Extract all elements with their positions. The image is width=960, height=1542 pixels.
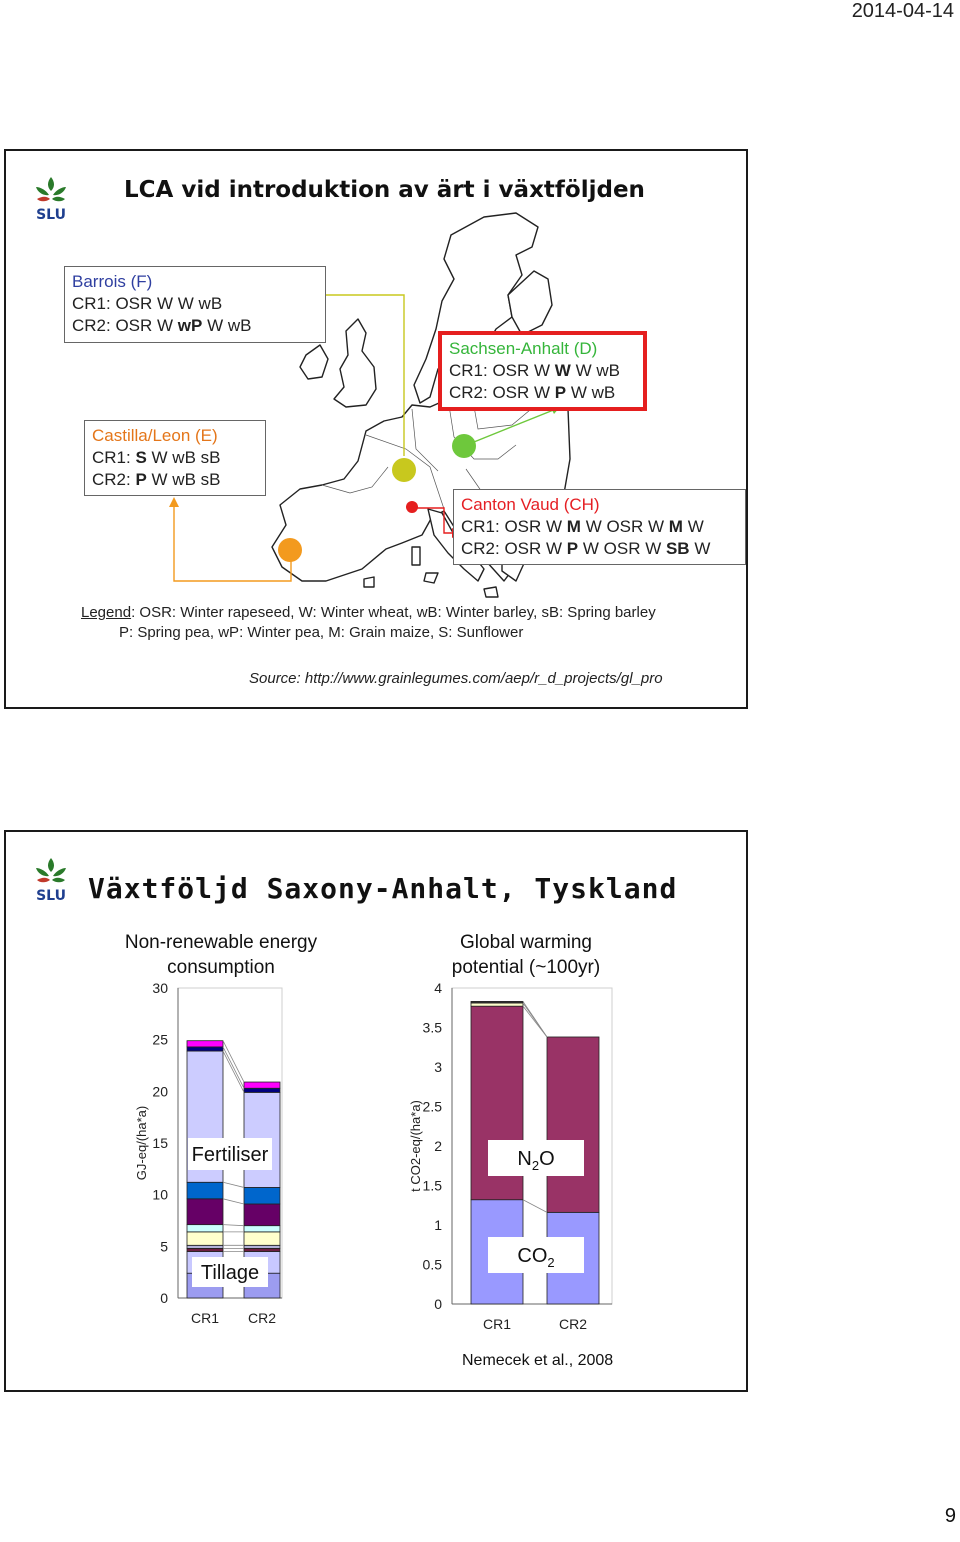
chart1-ytick-label: 10: [152, 1186, 168, 1203]
castilla-cr2-post: W wB sB: [146, 470, 221, 489]
chart1-bar-CR2-segment: [244, 1232, 280, 1245]
barrois-connector: [326, 295, 404, 456]
chart1-bar-CR1-segment: [187, 1232, 223, 1245]
logo-text: SLU: [36, 207, 66, 221]
canton-box: [453, 489, 746, 565]
chart2-ytick-label: 2.5: [422, 1098, 442, 1115]
slide-saxony-charts: [4, 830, 748, 1392]
chart1-category-label: CR2: [247, 1310, 277, 1326]
castilla-marker: [278, 538, 302, 562]
chart1-bar-CR1-segment: [187, 1199, 223, 1225]
chart2-ytick-label: 3.5: [422, 1019, 442, 1036]
barrois-cr2-bold: wP: [177, 316, 203, 335]
canton-cr2-mid: W OSR W: [578, 539, 666, 558]
chart2-bar-CR1-segment: [471, 1001, 523, 1003]
page-date: 2014-04-14: [851, 0, 954, 22]
sachsen-cr2: [449, 382, 636, 404]
legend-line2: P: Spring pea, wP: Winter pea, M: Grain maize, S: Sunflower: [119, 624, 524, 641]
chart2-ytick-label: 0: [434, 1296, 442, 1312]
chart1-bar-CR1-segment: [187, 1182, 223, 1199]
chart1-series-line: [223, 1225, 244, 1226]
chart1-bar-CR2-segment: [244, 1082, 280, 1088]
chart2-category-label: CR1: [482, 1316, 512, 1332]
chart2-title: Global warming potential (~100yr): [451, 932, 601, 978]
chart2-annotation: $CO_2$: [517, 1245, 555, 1270]
chart1-bar-CR1-segment: [187, 1245, 223, 1248]
castilla-box: [84, 420, 266, 496]
castilla-name: Castilla/Leon (E): [92, 426, 218, 445]
chart1-bar-CR2-segment: [244, 1187, 280, 1204]
castilla-cr1-post: W wB sB: [146, 448, 221, 467]
charts-svg: [6, 832, 750, 1394]
canton-cr2-bold: P: [566, 539, 579, 558]
barrois-cr2-post: W wB: [202, 316, 252, 335]
chart2-bar-CR2-segment: [547, 1037, 599, 1212]
canton-cr2-bold2: SB: [665, 539, 690, 558]
sachsen-marker: [452, 434, 476, 458]
chart1-annotation: Tillage: [200, 1262, 260, 1284]
sachsen-name: Sachsen-Anhalt (D): [449, 339, 598, 358]
castilla-cr2-pre: CR2:: [92, 470, 136, 489]
legend-line1: [81, 603, 656, 623]
canton-marker: [406, 501, 418, 513]
canton-cr1-bold: M: [566, 517, 581, 536]
chart1-series-line: [223, 1182, 244, 1187]
legend-line1-text: : OSR: Winter rapeseed, W: Winter wheat, wB: Winter barley, sB: Spring barley: [131, 604, 656, 621]
source-text: Source: http://www.grainlegumes.com/aep/r_d_projects/gl_pro: [249, 670, 663, 687]
sachsen-cr1-post: W wB: [570, 361, 620, 380]
canton-cr2-post: W: [689, 539, 711, 558]
canton-name: Canton Vaud (CH): [461, 495, 600, 514]
sachsen-box: [438, 331, 647, 411]
chart1-bar-CR2-segment: [244, 1245, 280, 1248]
canton-cr1-bold2: M: [668, 517, 683, 536]
chart1-bar-CR1-segment: [187, 1047, 223, 1051]
legend: [81, 603, 656, 643]
chart1-category-label: CR1: [190, 1310, 220, 1326]
chart1-series-line: [223, 1041, 244, 1082]
chart1-series-line: [223, 1051, 244, 1092]
barrois-marker: [392, 458, 416, 482]
slide-lca-map: [4, 149, 748, 709]
chart2-ytick-label: 3: [434, 1059, 442, 1075]
chart1-bar-CR2-segment: [244, 1088, 280, 1092]
castilla-cr1-bold: S: [135, 448, 147, 467]
canton-cr2: [461, 538, 738, 560]
castilla-arrowhead: [169, 497, 179, 507]
chart1-series-line: [223, 1199, 244, 1204]
barrois-cr2: [72, 315, 318, 337]
slide-title: LCA vid introduktion av ärt i växtföljden: [124, 177, 645, 203]
sachsen-cr1-pre: CR1: OSR W: [449, 361, 555, 380]
chart1-annotation: Fertiliser: [191, 1144, 269, 1166]
chart2-ytick-label: 1: [434, 1217, 442, 1233]
chart2-category-label: CR2: [558, 1316, 588, 1332]
barrois-name: Barrois (F): [72, 272, 153, 291]
chart1-ytick-label: 30: [152, 980, 168, 996]
logo-text-2: SLU: [36, 888, 66, 902]
barrois-cr2-pre: CR2: OSR W: [72, 316, 178, 335]
sachsen-cr1: [449, 360, 636, 382]
chart1-ytick-label: 0: [160, 1290, 168, 1306]
canton-connector: [412, 508, 458, 533]
chart2-bar-CR1-segment: [471, 1003, 523, 1006]
chart2-series-line: [523, 1200, 547, 1213]
canton-cr1: [461, 516, 738, 538]
canton-cr1-post: W: [682, 517, 704, 536]
chart1-ytick-label: 15: [152, 1135, 168, 1151]
chart1-bar-CR2-segment: [244, 1204, 280, 1226]
chart2-annotation: $N_2O$: [517, 1148, 555, 1173]
slide2-title: Växtföljd Saxony-Anhalt, Tyskland: [88, 872, 678, 905]
sachsen-cr2-bold: P: [554, 383, 567, 402]
sachsen-cr1-bold: W: [554, 361, 571, 380]
chart1-bar-CR1-segment: [187, 1248, 223, 1251]
chart1-series-line: [223, 1047, 244, 1088]
sachsen-cr2-post: W wB: [566, 383, 616, 402]
barrois-box: [64, 266, 326, 343]
citation: Nemecek et al., 2008: [462, 1352, 614, 1369]
chart2-ylabel: t CO2-eq/(ha*a): [408, 1100, 423, 1192]
castilla-cr1: [92, 447, 258, 469]
chart1-ylabel: GJ-eq/(ha*a): [134, 1105, 149, 1181]
chart2-ytick-label: 4: [434, 980, 442, 996]
castilla-cr2-bold: P: [135, 470, 147, 489]
sachsen-cr2-pre: CR2: OSR W: [449, 383, 555, 402]
castilla-connector: [174, 501, 291, 581]
chart1-bar-CR1-segment: [187, 1225, 223, 1232]
chart1-ytick-label: 20: [152, 1083, 168, 1100]
chart1-ytick-label: 5: [160, 1238, 168, 1255]
canton-cr1-mid: W OSR W: [580, 517, 669, 536]
chart1-bar-CR1-segment: [187, 1041, 223, 1047]
chart1-ytick-label: 25: [152, 1031, 168, 1048]
castilla-cr2: [92, 469, 258, 491]
chart1-bar-CR2-segment: [244, 1248, 280, 1251]
chart2-ytick-label: 2: [434, 1138, 442, 1154]
legend-label: Legend: [81, 604, 132, 621]
chart2-ytick-label: 0.5: [422, 1256, 442, 1273]
canton-cr1-pre: CR1: OSR W: [461, 517, 567, 536]
chart1-title: Non-renewable energy consumption: [124, 932, 318, 978]
sachsen-connector: [464, 409, 556, 446]
canton-cr2-pre: CR2: OSR W: [461, 539, 567, 558]
chart2-series-line: [523, 1001, 547, 1037]
castilla-cr1-pre: CR1:: [92, 448, 136, 467]
barrois-cr1: CR1: OSR W W wB: [72, 294, 223, 313]
chart2-ytick-label: 1.5: [422, 1177, 442, 1194]
page-number: 9: [944, 1505, 956, 1527]
chart1-bar-CR2-segment: [244, 1226, 280, 1232]
